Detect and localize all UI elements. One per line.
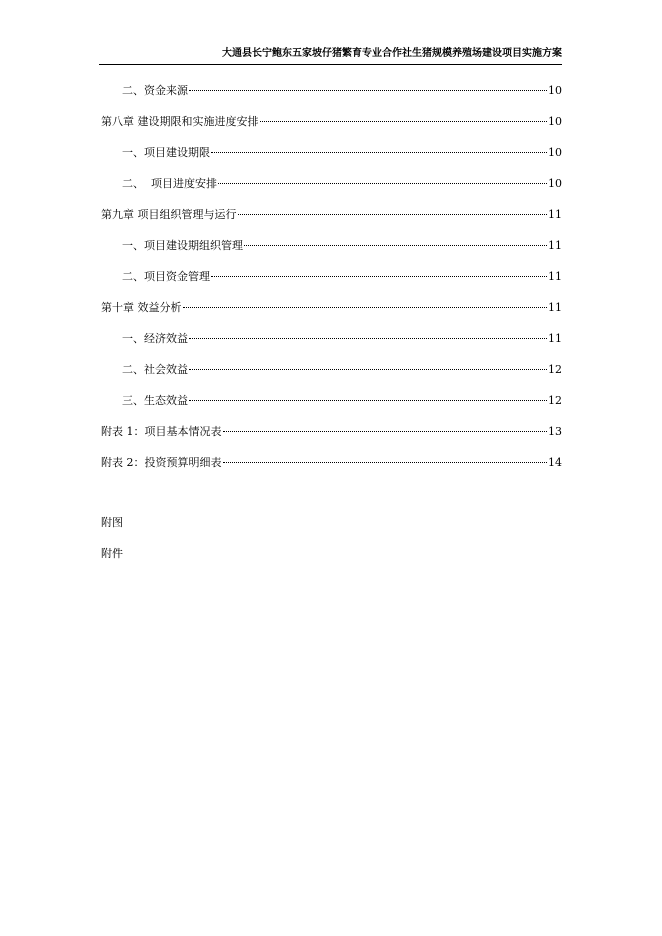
toc-entry-title: 二、资金来源 bbox=[122, 84, 188, 97]
toc-dot-leader bbox=[183, 307, 548, 308]
toc-dot-leader bbox=[244, 245, 547, 246]
toc-page-number: 11 bbox=[548, 239, 562, 252]
toc-entry-title: 第十章 效益分析 bbox=[101, 301, 182, 314]
running-header bbox=[99, 46, 562, 65]
toc-entry-title: 二、 项目进度安排 bbox=[122, 177, 217, 190]
toc-dot-leader bbox=[189, 338, 547, 339]
toc-page-number: 13 bbox=[548, 425, 562, 438]
toc-dot-leader bbox=[189, 90, 547, 91]
toc-entry-construction-management[interactable] bbox=[101, 235, 562, 266]
toc-dot-leader bbox=[189, 369, 547, 370]
toc-page-number: 11 bbox=[548, 208, 562, 221]
toc-dot-leader bbox=[260, 121, 548, 122]
appendix-figures: 附图 bbox=[101, 516, 123, 529]
toc-dot-leader bbox=[238, 214, 548, 215]
appendix-list bbox=[101, 512, 123, 574]
toc-page-number: 11 bbox=[548, 301, 562, 314]
toc-entry-schedule-1[interactable] bbox=[101, 421, 562, 452]
toc-page-number: 12 bbox=[548, 394, 562, 407]
toc-entry-social-benefit[interactable] bbox=[101, 359, 562, 390]
toc-entry-chapter-8[interactable] bbox=[101, 111, 562, 142]
toc-dot-leader bbox=[211, 276, 547, 277]
toc-entry-title: 一、项目建设期组织管理 bbox=[122, 239, 243, 252]
toc-entry-title: 附表 1：项目基本情况表 bbox=[101, 425, 222, 438]
toc-entry-title: 一、经济效益 bbox=[122, 332, 188, 345]
toc-entry-title: 三、生态效益 bbox=[122, 394, 188, 407]
toc-dot-leader bbox=[218, 183, 547, 184]
toc-page-number: 12 bbox=[548, 363, 562, 376]
toc-page-number: 10 bbox=[548, 115, 562, 128]
toc-entry-construction-period[interactable] bbox=[101, 142, 562, 173]
toc-page-number: 14 bbox=[548, 456, 562, 469]
table-of-contents bbox=[101, 80, 562, 483]
toc-dot-leader bbox=[223, 462, 548, 463]
toc-page-number: 10 bbox=[548, 177, 562, 190]
toc-entry-chapter-10[interactable] bbox=[101, 297, 562, 328]
toc-entry-ecological-benefit[interactable] bbox=[101, 390, 562, 421]
toc-page-number: 10 bbox=[548, 146, 562, 159]
toc-entry-progress-schedule[interactable] bbox=[101, 173, 562, 204]
toc-entry-economic-benefit[interactable] bbox=[101, 328, 562, 359]
toc-page-number: 11 bbox=[548, 270, 562, 283]
toc-entry-title: 二、社会效益 bbox=[122, 363, 188, 376]
toc-page-number: 10 bbox=[548, 84, 562, 97]
toc-dot-leader bbox=[223, 431, 548, 432]
toc-entry-chapter-9[interactable] bbox=[101, 204, 562, 235]
toc-entry-title: 第八章 建设期限和实施进度安排 bbox=[101, 115, 259, 128]
toc-entry-fund-management[interactable] bbox=[101, 266, 562, 297]
toc-dot-leader bbox=[211, 152, 547, 153]
toc-entry-schedule-2[interactable] bbox=[101, 452, 562, 483]
toc-entry-title: 附表 2：投资预算明细表 bbox=[101, 456, 222, 469]
document-title: 大通县长宁鲍东五家坡仔猪繁育专业合作社生猪规模养殖场建设项目实施方案 bbox=[222, 48, 562, 59]
toc-dot-leader bbox=[189, 400, 547, 401]
appendix-attachments: 附件 bbox=[101, 547, 123, 560]
toc-entry-title: 一、项目建设期限 bbox=[122, 146, 210, 159]
toc-entry-title: 二、项目资金管理 bbox=[122, 270, 210, 283]
toc-page-number: 11 bbox=[548, 332, 562, 345]
toc-entry-funding-source[interactable] bbox=[101, 80, 562, 111]
toc-entry-title: 第九章 项目组织管理与运行 bbox=[101, 208, 237, 221]
